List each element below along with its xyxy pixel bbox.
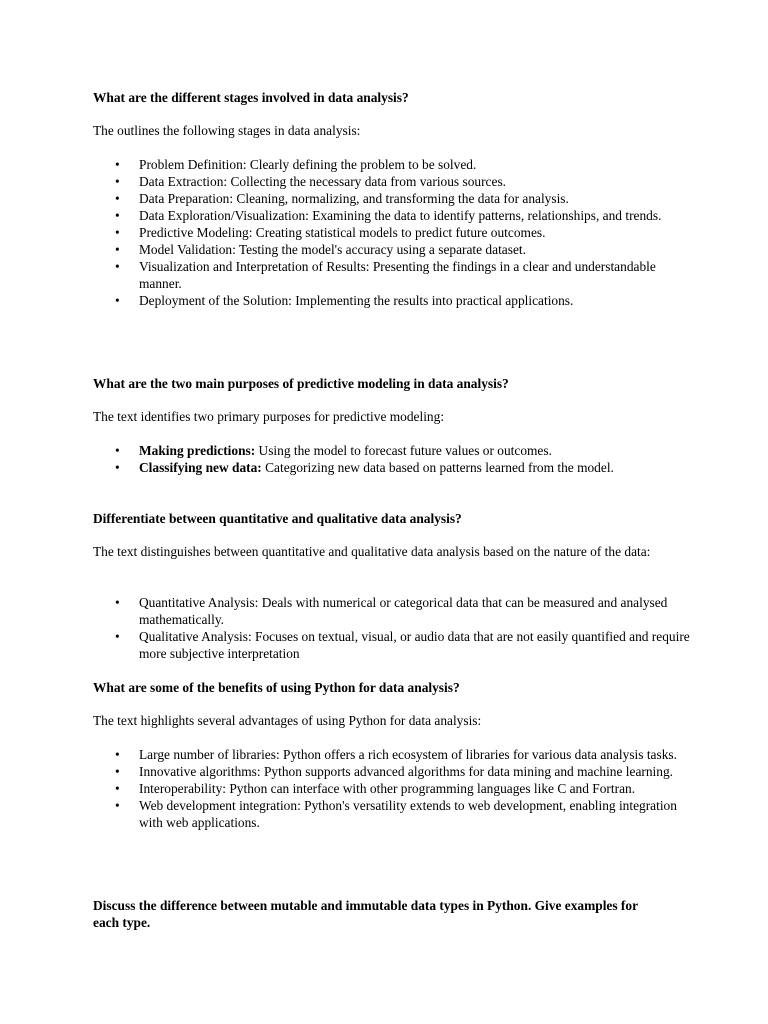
section-3-intro: The text distinguishes between quantitative and qualitative data analysis based on the nature of the data: bbox=[93, 544, 651, 559]
bullet-icon: • bbox=[115, 798, 120, 813]
section-1-intro: The outlines the following stages in data analysis: bbox=[93, 123, 361, 138]
bullet-icon: • bbox=[115, 781, 120, 796]
item-label: Making predictions: bbox=[139, 443, 256, 458]
bullet-icon: • bbox=[115, 225, 120, 240]
list-item: • Web development integration: Python's versatility extends to web development, enabling integration with web applications. bbox=[115, 798, 677, 830]
list-item: • Interoperability: Python can interface with other programming languages like C and Fortran. bbox=[115, 781, 636, 796]
section-2-intro: The text identifies two primary purposes for predictive modeling: bbox=[93, 409, 445, 424]
bullet-icon: • bbox=[115, 595, 120, 610]
section-2-question: What are the two main purposes of predictive modeling in data analysis? bbox=[93, 376, 509, 391]
bullet-icon: • bbox=[115, 460, 120, 475]
bullet-icon: • bbox=[115, 764, 120, 779]
list-item: • Quantitative Analysis: Deals with numerical or categorical data that can be measured and analysed mathematically. bbox=[115, 595, 668, 627]
bullet-icon: • bbox=[115, 443, 120, 458]
section-4-list bbox=[93, 746, 693, 831]
bullet-icon: • bbox=[115, 157, 120, 172]
section-3-list bbox=[93, 594, 693, 662]
section-5-question: Discuss the difference between mutable and immutable data types in Python. Give examples for each type. bbox=[93, 898, 638, 930]
list-item: • Classifying new data: Categorizing new data based on patterns learned from the model. bbox=[115, 460, 614, 475]
item-label: Classifying new data: bbox=[139, 460, 262, 475]
list-item: • Qualitative Analysis: Focuses on textual, visual, or audio data that are not easily quantified and require more subjective interpretation bbox=[115, 629, 690, 661]
bullet-icon: • bbox=[115, 174, 120, 189]
bullet-icon: • bbox=[115, 242, 120, 257]
bullet-icon: • bbox=[115, 629, 120, 644]
section-1-question: What are the different stages involved in data analysis? bbox=[93, 90, 409, 105]
section-4-question: What are some of the benefits of using Python for data analysis? bbox=[93, 680, 460, 695]
list-item: • Data Exploration/Visualization: Examining the data to identify patterns, relationships, and trends. bbox=[115, 208, 662, 223]
section-4-intro: The text highlights several advantages of using Python for data analysis: bbox=[93, 713, 482, 728]
list-item: • Predictive Modeling: Creating statistical models to predict future outcomes. bbox=[115, 225, 546, 240]
list-item: • Problem Definition: Clearly defining the problem to be solved. bbox=[115, 157, 477, 172]
section-3-question: Differentiate between quantitative and qualitative data analysis? bbox=[93, 511, 462, 526]
list-item: • Data Extraction: Collecting the necessary data from various sources. bbox=[115, 174, 507, 189]
section-2-list bbox=[93, 442, 693, 476]
bullet-icon: • bbox=[115, 208, 120, 223]
bullet-icon: • bbox=[115, 747, 120, 762]
list-item: • Model Validation: Testing the model's accuracy using a separate dataset. bbox=[115, 242, 526, 257]
bullet-icon: • bbox=[115, 191, 120, 206]
list-item: • Visualization and Interpretation of Results: Presenting the findings in a clear and understandable manner. bbox=[115, 259, 656, 291]
list-item: • Innovative algorithms: Python supports advanced algorithms for data mining and machine learning. bbox=[115, 764, 674, 779]
bullet-icon: • bbox=[115, 259, 120, 274]
list-item: • Data Preparation: Cleaning, normalizing, and transforming the data for analysis. bbox=[115, 191, 569, 206]
list-item: • Large number of libraries: Python offers a rich ecosystem of libraries for various data analysis tasks. bbox=[115, 747, 677, 762]
bullet-icon: • bbox=[115, 293, 120, 308]
list-item: • Deployment of the Solution: Implementing the results into practical applications. bbox=[115, 293, 574, 308]
section-1-list bbox=[93, 156, 693, 309]
list-item: • Making predictions: Using the model to forecast future values or outcomes. bbox=[115, 443, 552, 458]
